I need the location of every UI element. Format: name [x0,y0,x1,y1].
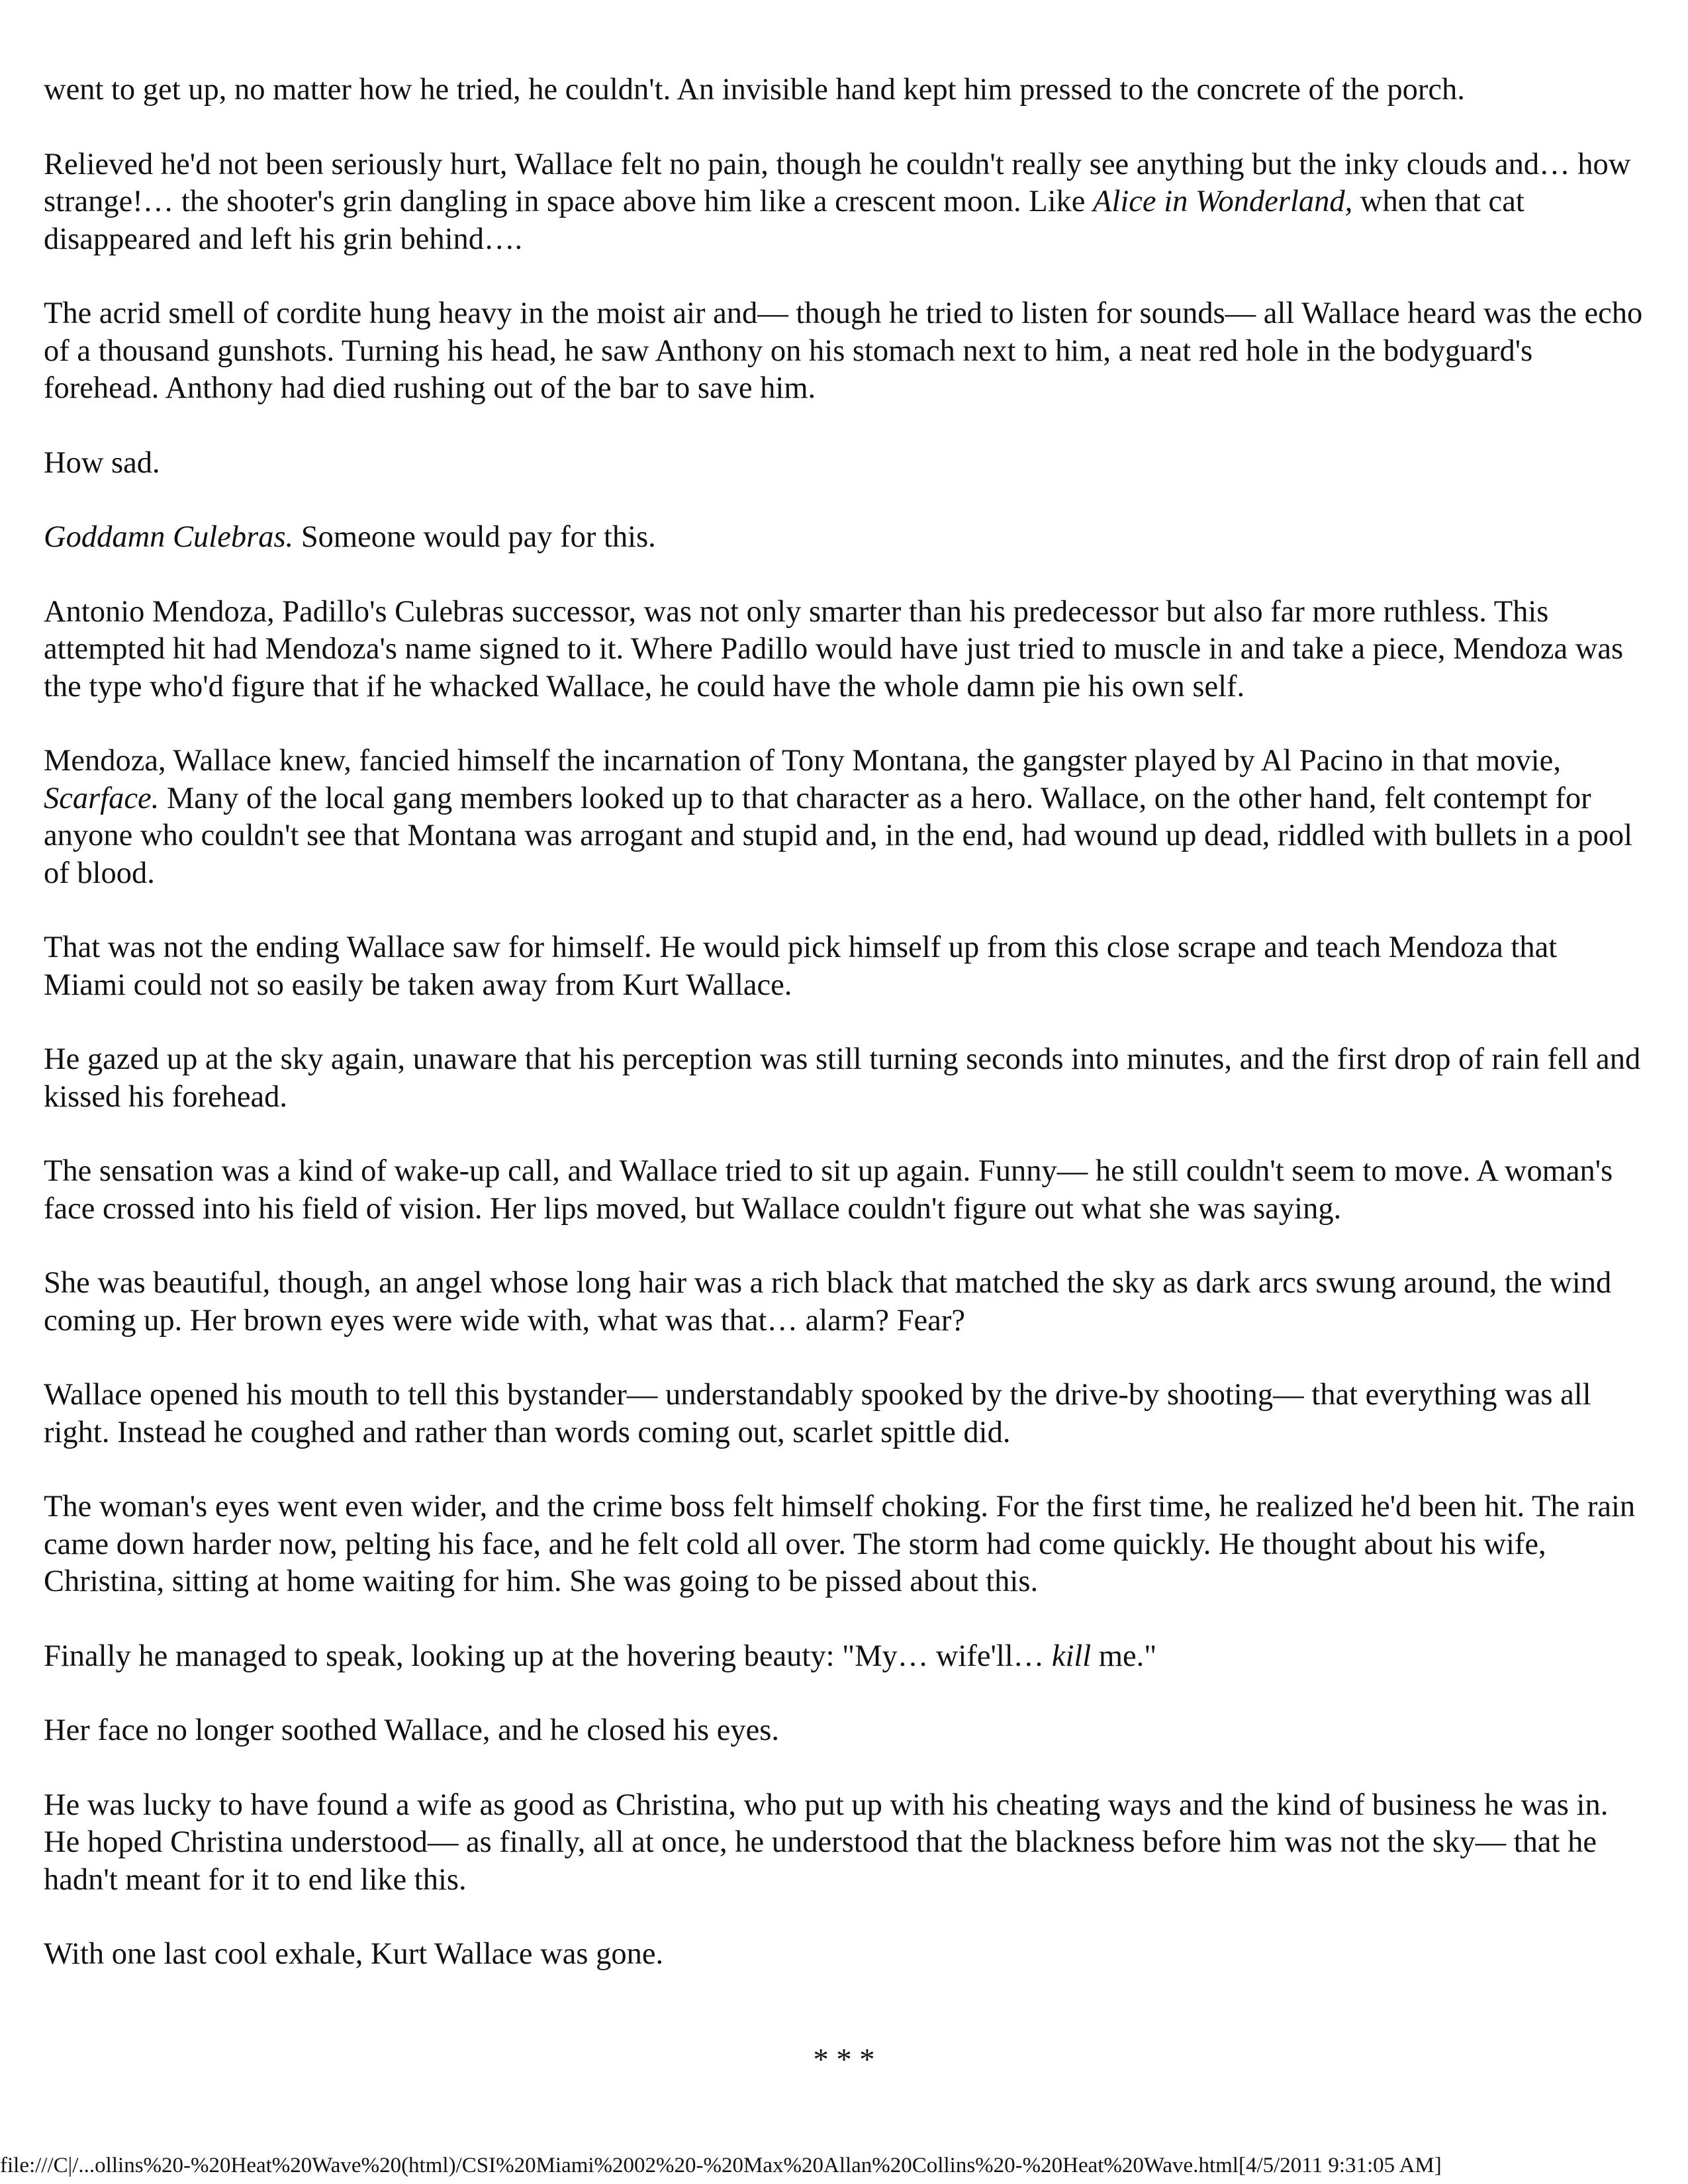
text-run: Finally he managed to speak, looking up at the hovering beauty: "My… wife'll… [44,1639,1052,1673]
footer-file-path: file:///C|/...ollins%20-%20Heat%20Wave%20(html)/CSI%20Miami%2002%20-%20Max%20Allan%20Collins%20-%20Heat%20Wave.html[4/5/2011 9:31:05 AM] [0,2154,1442,2177]
text-run: He was lucky to have found a wife as good as Christina, who put up with his cheating ways and the kind of business he was in. He hoped Christina understood— as finally, all at once, he understood that the blackness before him was not the sky— that he hadn't meant for it to end like this. [44,1788,1609,1897]
paragraph-11 [44,1265,1644,1340]
text-run: Wallace opened his mouth to tell this bystander— understandably spooked by the drive-by shooting— that everything was all right. Instead he coughed and rather than words coming out, scarlet spittle did. [44,1378,1591,1449]
paragraph-6 [44,594,1644,706]
italic-run: Goddamn Culebras. [44,520,294,554]
text-run: Many of the local gang members looked up to that character as a hero. Wallace, on the other hand, felt contempt for anyone who couldn't see that Montana was arrogant and stupid and, in the end, had wound up dead, riddled with bullets in a pool of blood. [44,781,1633,890]
text-run: Her face no longer soothed Wallace, and he closed his eyes. [44,1713,779,1747]
paragraph-5 [44,519,1644,557]
paragraph-12 [44,1377,1644,1451]
text-run: How sad. [44,445,160,480]
text-run: Antonio Mendoza, Padillo's Culebras successor, was not only smarter than his predecessor but also far more ruthless. This attempted hit had Mendoza's name signed to it. Where Padillo would have just tried to muscle in and take a piece, Mendoza was the type who'd figure that if he whacked Wallace, he could have the whole damn pie his own self. [44,594,1624,704]
text-run: Mendoza, Wallace knew, fancied himself the incarnation of Tony Montana, the gangster played by Al Pacino in that movie, [44,744,1561,778]
scene-break: * * * [813,2043,875,2077]
text-run: She was beautiful, though, an angel whose long hair was a rich black that matched the sky as dark arcs swung around, the wind coming up. Her brown eyes were wide with, what was that… alarm? Fear? [44,1266,1612,1338]
paragraph-8 [44,929,1644,1004]
document-body [44,71,1644,2011]
text-run: The acrid smell of cordite hung heavy in the moist air and— though he tried to listen for sounds— all Wallace heard was the echo of a thousand gunshots. Turning his head, he saw Anthony on his stomach next to him, a neat red hole in the bodyguard's forehead. Anthony had died rushing out of the bar to save him. [44,296,1643,405]
paragraph-14 [44,1638,1644,1676]
text-run: He gazed up at the sky again, unaware that his perception was still turning seconds into minutes, and the first drop of rain fell and kissed his forehead. [44,1042,1641,1114]
italic-run: kill [1051,1639,1092,1673]
paragraph-13 [44,1488,1644,1601]
text-run: The sensation was a kind of wake-up call, and Wallace tried to sit up again. Funny— he still couldn't seem to move. A woman's face crossed into his field of vision. Her lips moved, but Wallace couldn't figure out what she was saying. [44,1154,1613,1226]
paragraph-15 [44,1712,1644,1750]
paragraph-9 [44,1041,1644,1116]
paragraph-4 [44,445,1644,482]
paragraph-7 [44,743,1644,892]
text-run: went to get up, no matter how he tried, he couldn't. An invisible hand kept him pressed to the concrete of the porch. [44,73,1465,107]
text-run: With one last cool exhale, Kurt Wallace was gone. [44,1937,664,1971]
paragraph-2 [44,146,1644,259]
text-run: The woman's eyes went even wider, and the crime boss felt himself choking. For the first time, he realized he'd been hit. The rain came down harder now, pelting his face, and he felt cold all over. The storm had come quickly. He thought about his wife, Christina, sitting at home waiting for him. She was going to be pissed about this. [44,1490,1636,1598]
paragraph-1 [44,71,1644,109]
text-run: That was not the ending Wallace saw for himself. He would pick himself up from this close scrape and teach Mendoza that Miami could not so easily be taken away from Kurt Wallace. [44,931,1558,1002]
paragraph-3 [44,295,1644,408]
italic-run: Alice in Wonderland, [1093,185,1353,218]
text-run: when that cat disappeared and left his grin behind…. [44,185,1524,256]
paragraph-17 [44,1936,1644,1974]
italic-run: Scarface. [44,781,160,815]
text-run: Someone would pay for this. [293,520,656,554]
paragraph-16 [44,1787,1644,1899]
text-run: Relieved he'd not been seriously hurt, Wallace felt no pain, though he couldn't really see anything but the inky clouds and… how strange!… the shooter's grin dangling in space above him like a crescent moon. Like [44,147,1631,218]
text-run: me." [1091,1639,1157,1673]
paragraph-10 [44,1153,1644,1228]
